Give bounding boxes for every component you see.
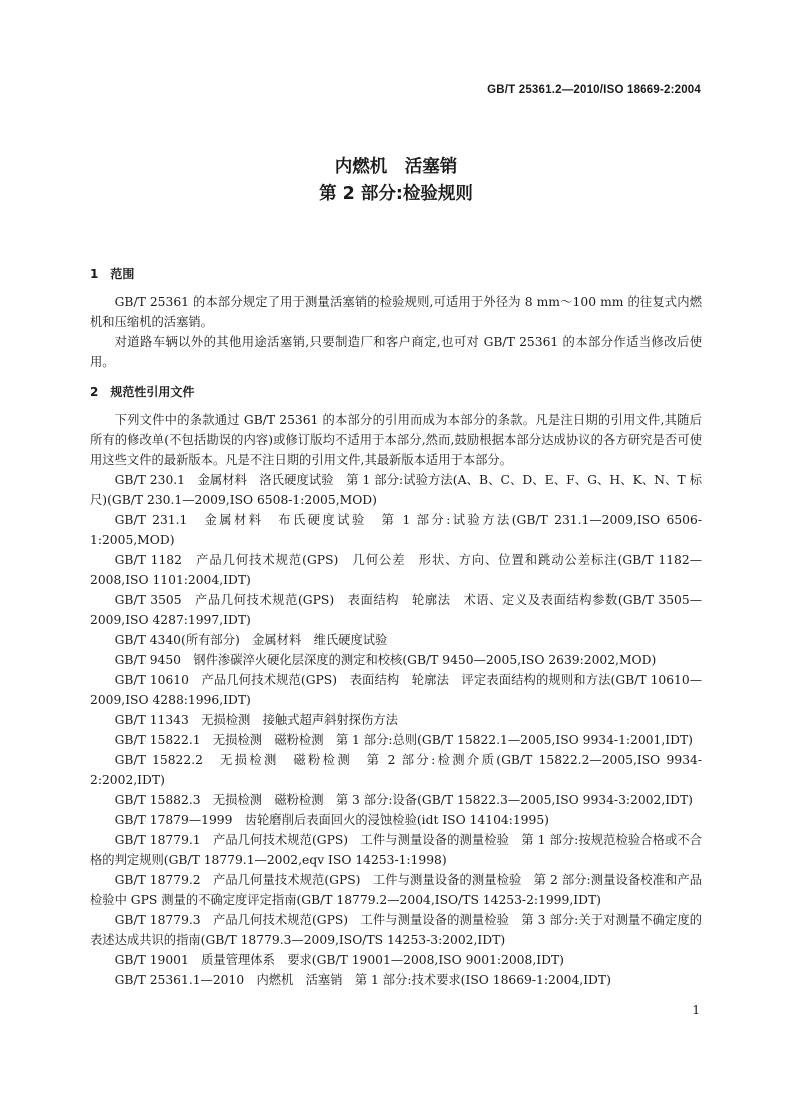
reference-item: GB/T 18779.2 产品几何量技术规范(GPS) 工件与测量设备的测量检验 第 2 部分:测量设备校准和产品检验中 GPS 测量的不确定度评定指南(GB/T 18779.2—2004,ISO/TS 14253-2:1999,IDT) (90, 873, 702, 907)
reference-item: GB/T 4340(所有部分) 金属材料 维氏硬度试验 (114, 633, 388, 647)
reference-item: GB/T 18779.1 产品几何技术规范(GPS) 工件与测量设备的测量检验 第 1 部分:按规范检验合格或不合格的判定规则(GB/T 18779.1—2002,eqv ISO 14253-1:1998) (90, 833, 702, 867)
paragraph: 下列文件中的条款通过 GB/T 25361 的本部分的引用而成为本部分的条款。凡是注日期的引用文件,其随后所有的修改单(不包括勘误的内容)或修订版均不适用于本部分,然而,鼓励根据本部分达成协议的各方研究是否可使用这些文件的最新版本。凡是不注日期的引用文件,其最新版本适用于本部分。 (90, 413, 702, 467)
section-heading: 2 规范性引用文件 (90, 385, 195, 399)
paragraph: 对道路车辆以外的其他用途活塞销,只要制造厂和客户商定,也可对 GB/T 25361 的本部分作适当修改后使用。 (90, 335, 702, 369)
document-body (90, 264, 702, 990)
reference-item: GB/T 15822.1 无损检测 磁粉检测 第 1 部分:总则(GB/T 15822.1—2005,ISO 9934-1:2001,IDT) (114, 733, 693, 747)
reference-item: GB/T 230.1 金属材料 洛氏硬度试验 第 1 部分:试验方法(A、B、C、D、E、F、G、H、K、N、T 标尺)(GB/T 230.1—2009,ISO 6508-1:2005,MOD) (90, 473, 702, 507)
section-scope (90, 264, 702, 372)
page-number: 1 (692, 1003, 700, 1017)
reference-item: GB/T 19001 质量管理体系 要求(GB/T 19001—2008,ISO 9001:2008,IDT) (114, 953, 564, 967)
reference-item: GB/T 18779.3 产品几何技术规范(GPS) 工件与测量设备的测量检验 第 3 部分:关于对测量不确定度的表述达成共识的指南(GB/T 18779.3—2009,ISO/TS 14253-3:2002,IDT) (90, 913, 702, 947)
paragraph: GB/T 25361 的本部分规定了用于测量活塞销的检验规则,可适用于外径为 8 mm～100 mm 的往复式内燃机和压缩机的活塞销。 (90, 295, 702, 329)
reference-item: GB/T 1182 产品几何技术规范(GPS) 几何公差 形状、方向、位置和跳动公差标注(GB/T 1182—2008,ISO 1101:2004,IDT) (90, 553, 702, 587)
reference-item: GB/T 15822.2 无损检测 磁粉检测 第 2 部分:检测介质(GB/T 15822.2—2005,ISO 9934-2:2002,IDT) (90, 753, 702, 787)
section-normative-references (90, 382, 702, 990)
reference-item: GB/T 25361.1—2010 内燃机 活塞销 第 1 部分:技术要求(ISO 18669-1:2004,IDT) (114, 973, 611, 987)
reference-item: GB/T 15882.3 无损检测 磁粉检测 第 3 部分:设备(GB/T 15822.3—2005,ISO 9934-3:2002,IDT) (114, 793, 693, 807)
reference-item: GB/T 231.1 金属材料 布氏硬度试验 第 1 部分:试验方法(GB/T 231.1—2009,ISO 6506-1:2005,MOD) (90, 513, 702, 547)
reference-item: GB/T 3505 产品几何技术规范(GPS) 表面结构 轮廓法 术语、定义及表面结构参数(GB/T 3505—2009,ISO 4287:1997,IDT) (90, 593, 702, 627)
reference-item: GB/T 10610 产品几何技术规范(GPS) 表面结构 轮廓法 评定表面结构的规则和方法(GB/T 10610—2009,ISO 4288:1996,IDT) (90, 673, 702, 707)
reference-item: GB/T 11343 无损检测 接触式超声斜射探伤方法 (114, 713, 398, 727)
document-title: 内燃机 活塞销 (334, 157, 458, 177)
reference-item: GB/T 9450 钢件渗碳淬火硬化层深度的测定和校核(GB/T 9450—2005,ISO 2639:2002,MOD) (114, 653, 657, 667)
reference-item: GB/T 17879—1999 齿轮磨削后表面回火的浸蚀检验(idt ISO 14104:1995) (114, 813, 549, 827)
standard-number: GB/T 25361.2—2010/ISO 18669-2:2004 (487, 84, 701, 96)
document-subtitle: 第 2 部分:检验规则 (319, 184, 473, 204)
section-heading: 1 范围 (90, 267, 135, 281)
